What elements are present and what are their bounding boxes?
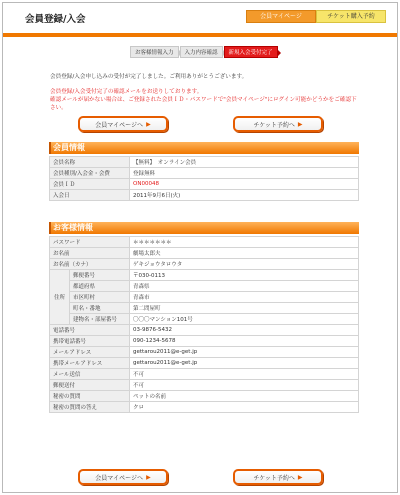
table-row [50,248,359,259]
thanks-message: 会員登録/入会申し込みの受付が完了しました。ご利用ありがとうございます。 [50,74,248,80]
town-label: 町名・番地 [70,303,130,314]
name-label: お名前 [50,248,130,259]
table-row [50,281,359,292]
arrow-right-icon: ▶ [146,473,151,481]
member-name-label: 会員名称 [50,157,130,168]
secret-question-label: 秘密の質問 [50,391,130,402]
ticket-button-top[interactable] [233,116,323,132]
tel-value: 03-9876-5432 [130,325,359,336]
ticket-button-bottom[interactable] [233,469,323,485]
password-label: パスワード [50,237,130,248]
mypage-button-bottom[interactable] [78,469,168,485]
table-row [50,325,359,336]
table-row [50,402,359,413]
header-mypage-link[interactable]: 会員マイページ [246,10,316,23]
secret-answer-value: クロ [130,402,359,413]
notice-line-2: 確認メールが届かない場合は、ご登録された会員ＩＤ・パスワードで"会員マイページ"にログイン可能かどうかをご確認下さい。 [50,97,357,111]
join-date-label: 入会日 [50,190,130,201]
table-row [50,347,359,358]
progress-steps [130,46,279,58]
table-row [50,336,359,347]
table-row [50,314,359,325]
step-complete: 新規入会受付完了 [224,46,278,58]
table-row [50,292,359,303]
table-row [50,237,359,248]
page-header [3,3,397,33]
town-value: 第二問屋町 [130,303,359,314]
building-label: 建物名・部屋番号 [70,314,130,325]
member-id-label: 会員ＩＤ [50,179,130,190]
member-name-value: 【無料】 オンライン会員 [130,157,359,168]
step-input: お客様情報入力 [130,46,179,58]
password-value: ＊＊＊＊＊＊＊ [130,237,359,248]
city-label: 市区町村 [70,292,130,303]
table-row [50,358,359,369]
email-label: メールアドレス [50,347,130,358]
post-send-label: 郵便送付 [50,380,130,391]
table-row [50,157,359,168]
member-id-value: ON00048 [130,179,359,190]
arrow-right-icon: ▶ [146,120,151,128]
tel-label: 電話番号 [50,325,130,336]
kana-label: お名前（カナ） [50,259,130,270]
member-info-table [49,156,359,201]
table-row [50,259,359,270]
secret-question-value: ペットの名前 [130,391,359,402]
arrow-right-icon: ▶ [297,120,303,128]
mypage-button-top[interactable] [78,116,168,132]
mail-send-label: メール送信 [50,369,130,380]
pref-label: 都道府県 [70,281,130,292]
city-value: 青森市 [130,292,359,303]
table-row [50,270,359,281]
step-confirm: 入力内容確認 [180,46,223,58]
mobile-email-value: gettarou2011@e-get.jp [130,358,359,369]
secret-answer-label: 秘密の質問の答え [50,402,130,413]
ticket-button-label: チケット予約へ [253,121,295,129]
notice-line-1: 会員登録/入会受付完了の確認メールをお送りしております。 [50,89,203,95]
zip-label: 郵便番号 [70,270,130,281]
pref-value: 青森県 [130,281,359,292]
mobile-label: 携帯電話番号 [50,336,130,347]
mypage-button-label: 会員マイページへ [95,121,144,129]
table-row [50,391,359,402]
post-send-value: 不可 [130,380,359,391]
table-row [50,168,359,179]
email-value: gettarou2011@e-get.jp [130,347,359,358]
join-date-value: 2011年9月6日(火) [130,190,359,201]
address-group-label: 住所 [50,270,70,325]
member-type-label: 会員種別/入会金・会費 [50,168,130,179]
customer-section-title: お客様情報 [49,222,359,234]
name-value: 劇場太郎夫 [130,248,359,259]
ticket-button-label: チケット予約へ [253,474,295,482]
table-row [50,303,359,314]
page-title: 会員登録/入会 [25,14,86,25]
table-row [50,380,359,391]
kana-value: ゲキジョウタロウタ [130,259,359,270]
customer-info-table [49,236,359,413]
mail-send-value: 不可 [130,369,359,380]
header-divider [3,33,397,37]
page-frame [2,2,398,493]
member-section-title: 会員情報 [49,142,359,154]
mobile-value: 090-1234-5678 [130,336,359,347]
header-ticket-link[interactable]: チケット購入予約 [316,10,386,23]
zip-value: 〒030-0113 [130,270,359,281]
building-value: 〇〇〇マンション101号 [130,314,359,325]
member-type-value: 登録無料 [130,168,359,179]
mobile-email-label: 携帯メールアドレス [50,358,130,369]
header-links [246,10,386,23]
arrow-right-icon: ▶ [297,473,303,481]
table-row [50,190,359,201]
mypage-button-label: 会員マイページへ [95,474,144,482]
notice-message [50,88,360,112]
table-row [50,179,359,190]
table-row [50,369,359,380]
